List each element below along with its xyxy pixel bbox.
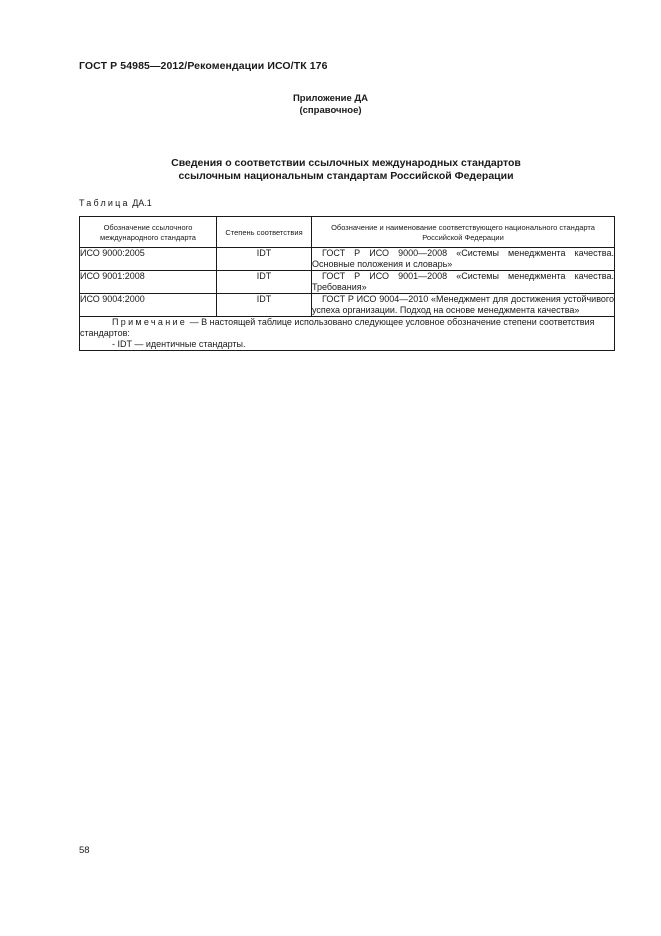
running-header: ГОСТ Р 54985—2012/Рекомендации ИСО/ТК 176 xyxy=(79,60,328,72)
cell-national-standard-text: ГОСТ Р ИСО 9001—2008 «Системы менеджмента качества. Требования» xyxy=(312,271,614,292)
table-row xyxy=(80,271,615,294)
cell-national-standard-text: ГОСТ Р ИСО 9000—2008 «Системы менеджмента качества. Основные положения и словарь» xyxy=(312,248,614,269)
column-header-international: Обозначение ссылочного международного стандарта xyxy=(80,217,217,248)
cell-international-code: ИСО 9000:2005 xyxy=(80,248,217,271)
cell-degree: IDT xyxy=(217,294,312,317)
table-row xyxy=(80,294,615,317)
note-text: — В настоящей таблице использовано следующее условное обозначение степени соответствия стандартов: xyxy=(80,317,595,338)
cell-degree: IDT xyxy=(217,271,312,294)
table-header-row xyxy=(80,217,615,248)
cell-national-standard xyxy=(312,248,615,271)
annex-heading xyxy=(0,93,661,117)
annex-title: Приложение ДА xyxy=(292,93,369,104)
annex-subtitle: (справочное) xyxy=(299,105,362,116)
section-heading-line1: Сведения о соответствии ссылочных международных стандартов xyxy=(171,157,521,169)
page-number: 58 xyxy=(79,845,90,856)
table-row xyxy=(80,248,615,271)
cell-national-standard xyxy=(312,271,615,294)
column-header-degree: Степень соответствия xyxy=(217,217,312,248)
table-label-number: ДА.1 xyxy=(129,198,152,208)
note-item: - IDT — идентичные стандарты. xyxy=(112,339,246,349)
table-label xyxy=(79,198,152,208)
table-note xyxy=(80,317,615,351)
column-header-national: Обозначение и наименование соответствующего национального стандарта Российской Федерации xyxy=(312,217,615,248)
section-heading xyxy=(0,157,661,183)
cell-degree: IDT xyxy=(217,248,312,271)
cell-international-code: ИСО 9001:2008 xyxy=(80,271,217,294)
section-heading-line2: ссылочным национальным стандартам Российской Федерации xyxy=(178,170,514,182)
table-label-lead: Таблица xyxy=(79,198,130,208)
standards-table xyxy=(79,216,615,351)
cell-international-code: ИСО 9004:2000 xyxy=(80,294,217,317)
note-lead: Примечание xyxy=(112,317,188,327)
cell-national-standard xyxy=(312,294,615,317)
note-body xyxy=(80,317,614,339)
cell-national-standard-text: ГОСТ Р ИСО 9004—2010 «Менеджмент для достижения устойчивого успеха организации. Подход на основе менеджмента качества» xyxy=(312,294,614,315)
table-note-row xyxy=(80,317,615,351)
